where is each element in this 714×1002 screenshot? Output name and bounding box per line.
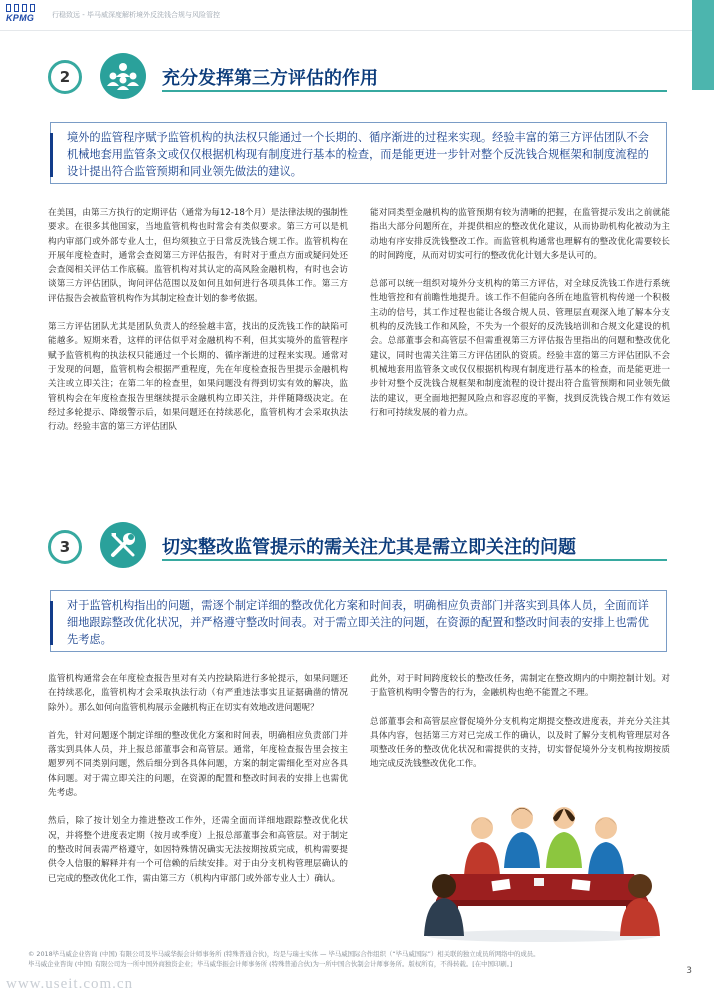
paragraph: 总部可以统一组织对境外分支机构的第三方评估，对全球反洗钱工作进行系统性地管控和有前瞻性地提升。该工作不但能向各所在地监管机构传递一个积极主动的信号，其工作过程也能让各级合规人员、管理层直观深入地了解本分支机构的反洗钱工作和风险，不失为一个很好的反洗钱培训和合规文化建设的机会。总部董事会和高管层不但需重视第三方评估报告里指出的问题和整改优化建议，同时也需关注第三方评估团队的资质。经验丰富的第三方评估团队不会机械地套用监管条文或仅仅根据机构现有制度进行基本的检查，而是能更进一步针对整个反洗钱合规框架和制度流程的设计提出符合监管预期和同业领先做法的建议，更全面地把握风险点和容忍度的平衡，找到反洗钱合规工作有效运行和可持续发展的着力点。 [370,279,670,418]
copyright-footer [28,950,668,969]
paragraph: 总部董事会和高管层应督促境外分支机构定期提交整改进度表，并充分关注其具体内容，包括第三方对已完成工作的确认，以及时了解分支机构管理层对各项整改任务的整改优化状况和需提供的支持，切实督促境外分支机构按期按质地完成反洗钱整改优化工作。 [370,716,670,770]
section-2-left-column [48,206,348,448]
paragraph: 在美国，由第三方执行的定期评估（通常为每12-18个月）是法律法规的强制性要求。在很多其他国家，当地监管机构也时常会有类似要求。第三方可以是机构内审部门或外部专业人士，但均须独立于日常反洗钱合规工作。监管机构在开展年度检查时，通常会查阅第三方评估报告，有时对于重点方面或疑问处还会查阅相关评估工作底稿。监管机构对其认定的高风险金融机构，有时也会访谈第三方评估团队，询问评估范围以及如何且如何进行各项具体工作。第三方评估报告会被监管机构作为其制定检查计划的参考依据。 [48,208,348,304]
kpmg-logo [6,4,46,26]
section-3-title: 切实整改监管提示的需关注尤其是需立即关注的问题 [162,537,576,558]
section-3-left-column [48,672,348,900]
section-3-callout-text: 对于监管机构指出的问题，需逐个制定详细的整改优化方案和时间表，明确相应负责部门并落实到具体人员，全面而详细地跟踪整改优化状况，并严格遵守整改时间表。对于需立即关注的问题，在资源的配置和整改时间表的安排上也需优先考虑。 [67,599,649,646]
paragraph: 第三方评估团队尤其是团队负责人的经验越丰富，找出的反洗钱工作的缺陷可能越多。短期来看，这样的评估似乎对金融机构不利，但其实境外的监管程序赋予监管机构的执法权只能通过一个长期的、循序渐进的过程来实现。通常对于发现的问题，监管机构会根据严重程度，先在年度检查报告里提示金融机构关注或立即关注；在第二年的检查里，如果问题没有得到切实有效的解决，监管机构会在年度检查报告里继续提示金融机构立即关注，并伴随降级决定。在经过多轮提示、降级警示后，如果问题还在持续恶化，监管机构才会采取执法行动。经验丰富的第三方评估团队 [48,322,348,433]
section-3-callout [50,590,667,652]
tools-wrench-screwdriver-icon [100,522,146,568]
section-2-title: 充分发挥第三方评估的作用 [162,68,378,89]
copyright-line-1: © 2018毕马威企业咨询 (中国) 有限公司及毕马威华振会计师事务所 (特殊普通合伙)，均是与瑞士实体 — 毕马威国际合作组织（“毕马威国际”）相关联的独立成员所网络中的成员。 [28,950,540,958]
section-2-callout [50,122,667,184]
section-3-title-rule [162,559,667,561]
section-3-number: 3 [48,530,82,564]
corner-accent-bar [692,0,714,90]
business-meeting-illustration [422,796,662,942]
paragraph: 此外，对于时间跨度较长的整改任务，需制定在整改期内的中期控制计划。对于监管机构明令警告的行为，金融机构也绝不能置之不理。 [370,674,670,699]
copyright-line-2: 毕马威企业咨询 (中国) 有限公司为一所中国外商独资企业；毕马威华振会计师事务所 (特殊普通合伙)为一所中国合伙制会计师事务所。版权所有，不得转载。[在中国印刷。] [28,959,513,968]
paragraph: 首先，针对问题逐个制定详细的整改优化方案和时间表，明确相应负责部门并落实到具体人员，并上报总部董事会和高管层。通常，年度检查报告里会按主题罗列不同类别问题，然后细分到各具体问题，方案的制定需细化至对应各具体问题。对于需立即关注的问题，在资源的配置和整改时间表的安排上也需优先考虑。 [48,730,348,799]
paragraph: 然后，除了按计划全力推进整改工作外，还需全面而详细地跟踪整改优化状况，并将整个进度表定期（按月或季度）上报总部董事会和高管层。对于制定的整改时间表需严格遵守，如因特殊情况确实无法按期按质完成，机构需要提供令人信服的解释并有一个可信赖的后续安排。对于由分支机构管理层确认的已完成的整改优化工作，需由第三方（机构内审部门或外部专业人士）确认。 [48,816,348,884]
section-2-right-column [370,206,670,434]
watermark: www.useit.com.cn [6,976,134,992]
section-2-title-rule [162,90,667,92]
kpmg-logo-bars [6,4,46,12]
people-group-icon [100,53,146,99]
paragraph: 监管机构通常会在年度检查报告里对有关内控缺陷进行多轮提示，如果问题还在持续恶化，监管机构才会采取执法行动（有严重违法事实且证据确凿的情况除外）。那么如何向监管机构展示金融机构正在切实有效地改进问题呢？ [48,674,348,713]
page-number: 3 [686,966,692,976]
section-3-right-column [370,672,670,786]
section-2-number: 2 [48,60,82,94]
kpmg-logo-text: KPMG [6,13,35,23]
paragraph: 能对同类型金融机构的监管预期有较为清晰的把握，在监管提示发出之前就能指出大部分问题所在，并提供相应的整改优化建议，从而协助机构化被动为主动地有序安排反洗钱整改工作。而监管机构通常也理解有的整改优化需要较长的时间跨度，从而对切实可行的整改优化计划大多是认可的。 [370,208,670,261]
section-2-callout-text: 境外的监管程序赋予监管机构的执法权只能通过一个长期的、循序渐进的过程来实现。经验丰富的第三方评估团队不会机械地套用监管条文或仅仅根据机构现有制度进行基本的检查，而是能更进一步针对整个反洗钱合规框架和制度流程的设计提出符合监管预期和同业领先做法的建议。 [67,131,649,178]
running-title: 行稳致远 - 毕马威深度解析境外反洗钱合规与风险管控 [52,11,220,19]
header-divider [0,30,714,31]
